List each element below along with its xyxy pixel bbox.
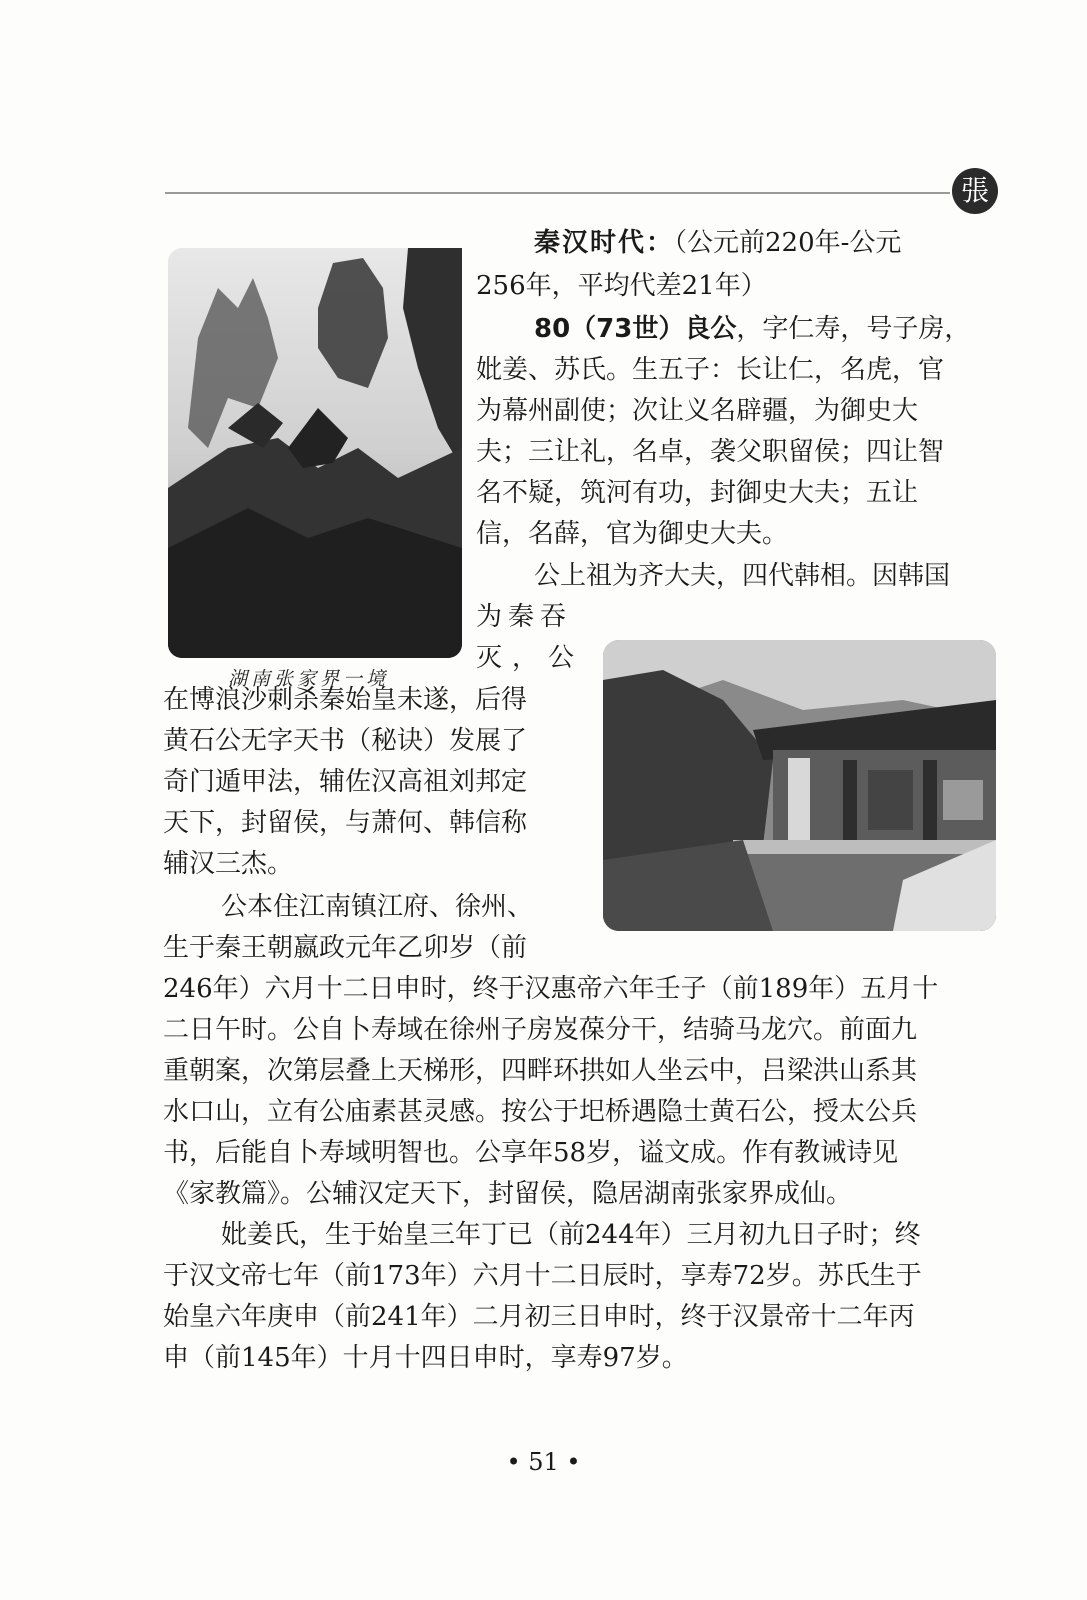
text-line: 246年）六月十二日申时，终于汉惠帝六年壬子（前189年）五月十 (163, 974, 939, 1004)
text-line: 公上祖为齐大夫，四代韩相。因韩国 (534, 561, 951, 591)
section-heading-line2: 256年，平均代差21年） (476, 271, 767, 301)
text-line: 生于秦王朝嬴政元年乙卯岁（前 (163, 933, 528, 963)
text-line: 申（前145年）十月十四日申时，享寿97岁。 (163, 1343, 688, 1373)
person-alias: ，字仁寿，号子房， (736, 314, 971, 344)
page-number: • 51 • (506, 1448, 581, 1476)
header-rule (165, 192, 950, 194)
text-line: 二日午时。公自卜寿域在徐州子房岌葆分干，结骑马龙穴。前面九 (163, 1015, 918, 1045)
text-line: 在博浪沙刺杀秦始皇未遂，后得 (163, 685, 528, 715)
text-line: 灭，公 (476, 643, 585, 673)
chapter-badge: 張 (952, 168, 998, 214)
text-line: 妣姜、苏氏。生五子：长让仁，名虎，官 (476, 355, 945, 385)
text-line: 始皇六年庚申（前241年）二月初三日申时，终于汉景帝十二年丙 (163, 1302, 915, 1332)
text-line: 夫；三让礼，名卓，袭父职留侯；四让智 (476, 437, 945, 467)
text-line: 名不疑，筑河有功，封御史大夫；五让 (476, 478, 919, 508)
text-line: 于汉文帝七年（前173年）六月十二日辰时，享寿72岁。苏氏生于 (163, 1261, 922, 1291)
text-line: 奇门遁甲法，辅佐汉高祖刘邦定 (163, 767, 528, 797)
person-heading (534, 314, 970, 344)
mountain-photo (168, 248, 462, 658)
text-line: 妣姜氏，生于始皇三年丁已（前244年）三月初九日子时；终 (221, 1220, 921, 1250)
person-name: 80（73世）良公 (534, 314, 737, 344)
text-line: 信，名薛，官为御史大夫。 (476, 519, 789, 549)
text-line: 黄石公无字天书（秘诀）发展了 (163, 726, 528, 756)
text-line: 公本住江南镇江府、徐州、 (221, 892, 534, 922)
text-line: 为幕州副使；次让义名辟疆，为御史大 (476, 396, 919, 426)
section-heading-line1 (534, 228, 901, 258)
temple-photo (603, 640, 996, 931)
section-dates: （公元前220年-公元 (674, 228, 902, 258)
figure-caption: 湖南张家界一境 (228, 668, 390, 690)
text-line: 为秦吞 (476, 602, 573, 632)
text-line: 《家教篇》。公辅汉定天下，封留侯，隐居湖南张家界成仙。 (163, 1179, 853, 1209)
section-title: 秦汉时代： (534, 228, 675, 258)
text-line: 水口山，立有公庙素甚灵感。按公于圯桥遇隐士黄石公，授太公兵 (163, 1097, 918, 1127)
text-line: 书，后能自卜寿域明智也。公享年58岁，谥文成。作有教诫诗见 (163, 1138, 899, 1168)
text-line: 辅汉三杰。 (163, 849, 294, 879)
text-line: 重朝案，次第层叠上天梯形，四畔环拱如人坐云中，吕梁洪山系其 (163, 1056, 918, 1086)
text-line: 天下，封留侯，与萧何、韩信称 (163, 808, 528, 838)
